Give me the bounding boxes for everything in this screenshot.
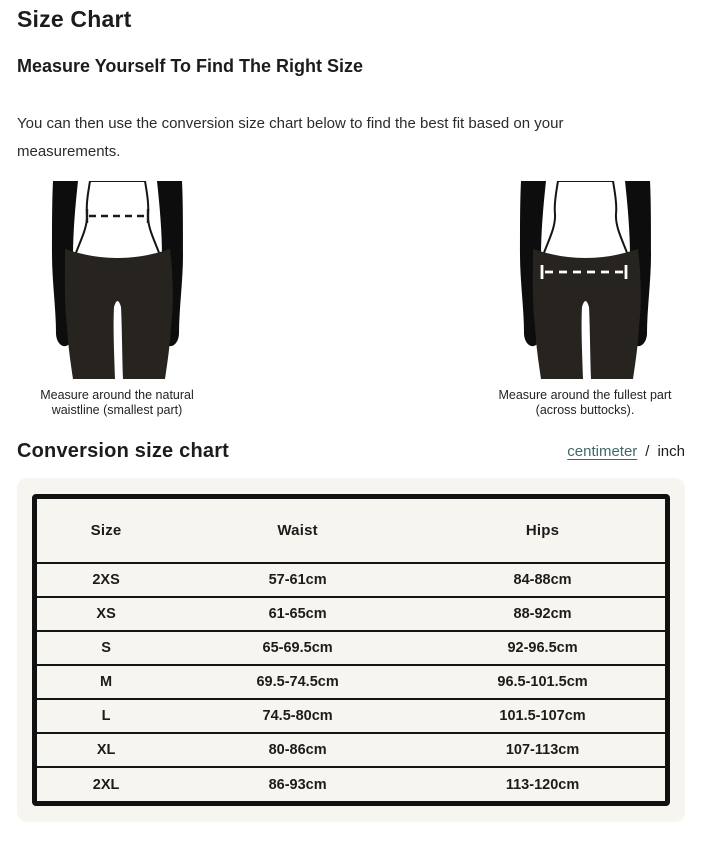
hips-figure-illustration [518,181,653,379]
waist-cell: 57-61cm [268,572,327,588]
size-cell: S [101,640,111,656]
waist-cell: 69.5-74.5cm [256,674,339,690]
waist-cell: 61-65cm [268,606,327,622]
size-table-header [37,499,665,563]
waist-cell: 86-93cm [268,776,327,793]
hips-cell: 84-88cm [513,572,572,588]
waist-cell: 80-86cm [268,742,327,758]
size-table-body [37,563,665,801]
size-chart-page [0,6,702,822]
table-row [37,733,665,767]
table-row [37,597,665,631]
size-table-panel [17,478,685,822]
table-row [37,665,665,699]
table-row [37,767,665,801]
waist-figure-caption [40,388,194,418]
column-header-size: Size [90,522,122,539]
size-cell: XL [96,742,116,758]
hips-cell: 96.5-101.5cm [497,674,588,690]
size-table [37,499,665,801]
column-header-waist: Waist [277,522,318,539]
page-title: Size Chart [17,6,132,32]
hips-figure-caption [498,388,671,418]
size-cell: 2XL [92,776,120,793]
column-header-hips: Hips [525,522,560,539]
hips-cell: 88-92cm [513,606,572,622]
waist-cell: 65-69.5cm [262,640,333,656]
table-row [37,631,665,665]
size-cell: 2XS [92,572,120,588]
table-row [37,699,665,733]
caption-line: Measure around the fullest part [498,388,672,402]
unit-inch-link[interactable]: inch [657,443,685,460]
hips-cell: 101.5-107cm [499,708,586,724]
section-subtitle: Measure Yourself To Find The Right Size [17,56,364,76]
caption-line: Measure around the natural [40,388,194,402]
description-text: You can then use the conversion size chart below to find the best fit based on your measurements. [17,115,564,160]
conversion-heading: Conversion size chart [17,440,230,462]
unit-toggle [567,443,685,460]
conversion-header-row [17,440,685,463]
waist-measurement-figure [0,181,234,418]
measurement-figures [0,181,702,418]
hips-cell: 113-120cm [505,776,580,793]
size-cell: L [101,708,111,724]
waist-cell: 74.5-80cm [262,708,333,724]
size-table-frame [32,494,670,806]
hips-cell: 92-96.5cm [507,640,578,656]
table-row [37,563,665,597]
header-row [37,499,665,563]
caption-line: waistline (smallest part) [51,403,183,417]
caption-line: (across buttocks). [535,403,635,417]
size-cell: XS [96,606,116,622]
hips-cell: 107-113cm [505,742,580,758]
size-cell: M [100,674,113,690]
unit-centimeter-link[interactable]: centimeter [567,443,638,460]
waist-figure-illustration [50,181,185,379]
unit-separator: / [645,443,650,460]
hips-measurement-figure [468,181,702,418]
